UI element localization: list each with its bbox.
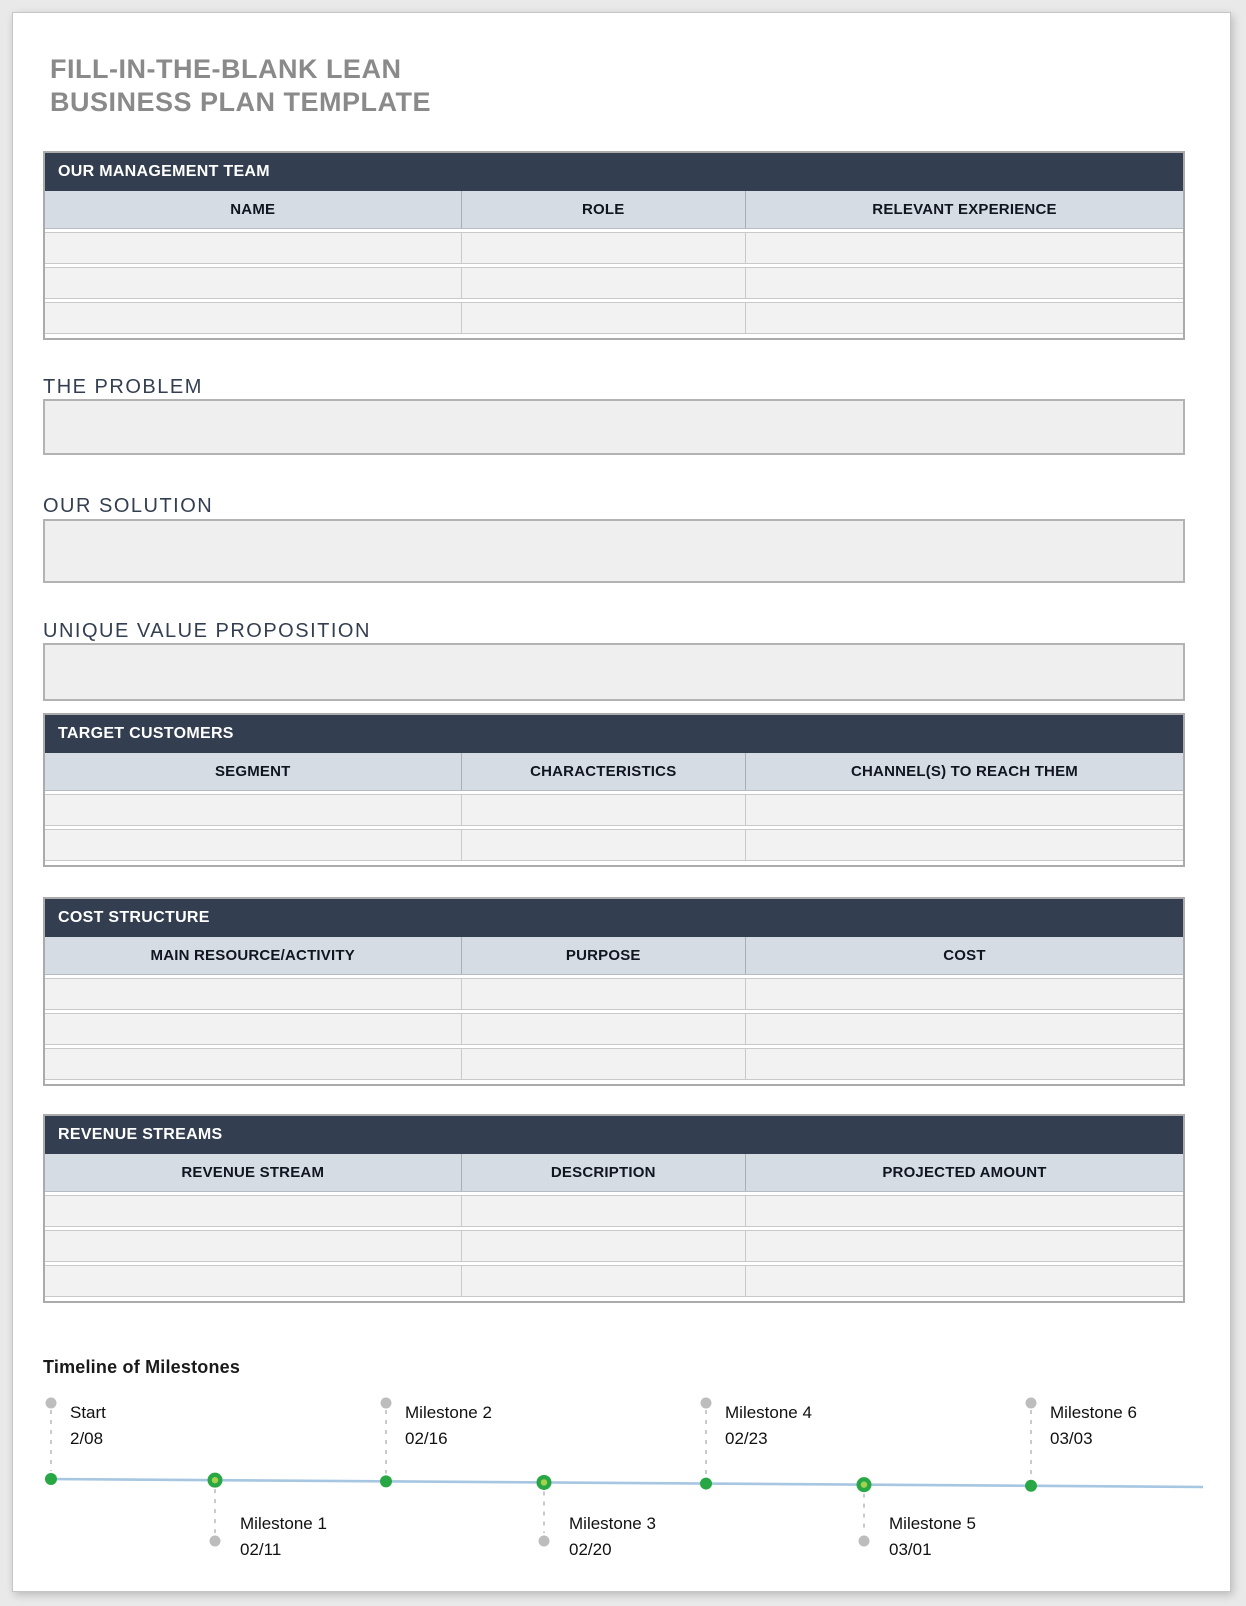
milestone-label: Start — [70, 1403, 106, 1422]
column-header: DESCRIPTION — [462, 1154, 747, 1191]
milestone-dot — [700, 1478, 712, 1490]
table-cell-empty[interactable] — [462, 1049, 747, 1079]
milestone-label: Milestone 1 — [240, 1514, 327, 1533]
table-column-header-row — [45, 191, 1183, 229]
milestone-label: Milestone 5 — [889, 1514, 976, 1533]
answer-box-unique-value-proposition[interactable] — [43, 643, 1185, 701]
milestone-end-dot — [46, 1398, 57, 1409]
table-body — [45, 978, 1183, 1084]
column-header: ROLE — [462, 191, 747, 228]
table-title-bar: OUR MANAGEMENT TEAM — [45, 153, 1183, 191]
column-header: MAIN RESOURCE/ACTIVITY — [45, 937, 462, 974]
document-title-line1: FILL-IN-THE-BLANK LEAN — [50, 54, 402, 84]
milestone-end-dot — [701, 1398, 712, 1409]
milestone-date: 02/20 — [569, 1540, 612, 1559]
milestone-date: 02/23 — [725, 1429, 768, 1448]
table-cell-empty[interactable] — [45, 268, 462, 298]
table-cell-empty[interactable] — [45, 1014, 462, 1044]
answer-box-our-solution[interactable] — [43, 519, 1185, 583]
column-header: PROJECTED AMOUNT — [882, 1164, 1047, 1181]
timeline-milestone — [1025, 1398, 1137, 1492]
timeline-milestone — [380, 1398, 492, 1488]
table-cell-empty[interactable] — [45, 795, 462, 825]
table-column-header-row — [45, 937, 1183, 975]
table-row — [45, 978, 1183, 1010]
timeline-milestone — [208, 1473, 327, 1559]
table-cell-empty[interactable] — [45, 233, 462, 263]
table-body — [45, 232, 1183, 338]
milestone-end-dot — [210, 1536, 221, 1547]
milestone-end-dot — [381, 1398, 392, 1409]
table-cell-empty[interactable] — [45, 1266, 462, 1296]
column-header: RELEVANT EXPERIENCE — [872, 201, 1057, 218]
table-row — [45, 1195, 1183, 1227]
milestone-dot-center — [541, 1479, 547, 1485]
milestone-date: 02/11 — [240, 1540, 282, 1559]
table-cell-empty[interactable] — [45, 1231, 462, 1261]
table-cell-empty[interactable] — [746, 795, 1183, 825]
table-cell-empty[interactable] — [462, 268, 747, 298]
document-title-line2: BUSINESS PLAN TEMPLATE — [50, 87, 432, 117]
table-row — [45, 267, 1183, 299]
table-cell-empty[interactable] — [45, 1049, 462, 1079]
milestone-dot — [1025, 1480, 1037, 1492]
milestone-label: Milestone 3 — [569, 1514, 656, 1533]
table-target-customers — [43, 713, 1185, 867]
table-row — [45, 1265, 1183, 1297]
table-row — [45, 794, 1183, 826]
table-cell-empty[interactable] — [45, 979, 462, 1009]
column-header: NAME — [45, 191, 462, 228]
table-our-management-team — [43, 151, 1185, 340]
section-heading-the-problem: THE PROBLEM — [43, 376, 203, 398]
timeline-milestone — [45, 1398, 106, 1486]
section-heading-our-solution: OUR SOLUTION — [43, 495, 214, 517]
table-cell-empty[interactable] — [746, 830, 1183, 860]
table-cell-empty[interactable] — [462, 979, 747, 1009]
table-row — [45, 1230, 1183, 1262]
table-revenue-streams — [43, 1114, 1185, 1303]
table-title-bar: TARGET CUSTOMERS — [45, 715, 1183, 753]
milestone-dot-center — [212, 1477, 218, 1483]
table-cell-empty[interactable] — [746, 1049, 1183, 1079]
timeline-chart — [43, 1391, 1205, 1569]
milestone-label: Milestone 6 — [1050, 1403, 1137, 1422]
column-header: REVENUE STREAM — [45, 1154, 462, 1191]
table-body — [45, 794, 1183, 865]
table-cell-empty[interactable] — [45, 303, 462, 333]
table-cell-empty[interactable] — [462, 795, 747, 825]
table-cell-empty[interactable] — [462, 1014, 747, 1044]
milestone-label: Milestone 2 — [405, 1403, 492, 1422]
milestone-dot — [380, 1475, 392, 1487]
table-cell-empty[interactable] — [746, 233, 1183, 263]
table-cell-empty[interactable] — [746, 979, 1183, 1009]
table-cell-empty[interactable] — [462, 233, 747, 263]
table-title-bar: COST STRUCTURE — [45, 899, 1183, 937]
column-header: SEGMENT — [45, 753, 462, 790]
milestone-date: 02/16 — [405, 1429, 448, 1448]
table-cell-empty[interactable] — [462, 1196, 747, 1226]
table-column-header-row — [45, 753, 1183, 791]
table-cell-empty[interactable] — [45, 830, 462, 860]
table-title-bar: REVENUE STREAMS — [45, 1116, 1183, 1154]
document-page — [12, 12, 1231, 1592]
timeline-heading: Timeline of Milestones — [43, 1357, 241, 1377]
table-row — [45, 1013, 1183, 1045]
table-cell-empty[interactable] — [746, 303, 1183, 333]
column-header: CHARACTERISTICS — [462, 753, 747, 790]
table-row — [45, 302, 1183, 334]
table-row — [45, 829, 1183, 861]
column-header: COST — [943, 947, 986, 964]
timeline-milestone — [537, 1475, 656, 1559]
table-cell-empty[interactable] — [462, 830, 747, 860]
milestone-date: 03/01 — [889, 1540, 932, 1559]
table-cell-empty[interactable] — [45, 1196, 462, 1226]
timeline-milestone — [857, 1477, 976, 1559]
table-cell-empty[interactable] — [746, 1196, 1183, 1226]
column-header: CHANNEL(S) TO REACH THEM — [850, 763, 1078, 780]
milestone-date: 03/03 — [1050, 1429, 1093, 1448]
milestone-end-dot — [1026, 1398, 1037, 1409]
table-cell-empty[interactable] — [462, 1231, 747, 1261]
column-header: PURPOSE — [462, 937, 747, 974]
answer-box-the-problem[interactable] — [43, 399, 1185, 455]
table-cell-empty[interactable] — [462, 1266, 747, 1296]
milestone-date: 2/08 — [70, 1429, 104, 1448]
milestone-dot-center — [861, 1481, 867, 1487]
table-cell-empty[interactable] — [462, 303, 747, 333]
table-cost-structure — [43, 897, 1185, 1086]
table-cell-empty[interactable] — [746, 1266, 1183, 1296]
milestone-dot — [45, 1473, 57, 1485]
table-cell-empty[interactable] — [746, 1231, 1183, 1261]
table-row — [45, 232, 1183, 264]
milestone-end-dot — [539, 1536, 550, 1547]
section-heading-unique-value-proposition: UNIQUE VALUE PROPOSITION — [43, 620, 371, 642]
milestone-label: Milestone 4 — [725, 1403, 812, 1422]
table-column-header-row — [45, 1154, 1183, 1192]
table-cell-empty[interactable] — [746, 1014, 1183, 1044]
milestone-end-dot — [859, 1536, 870, 1547]
table-cell-empty[interactable] — [746, 268, 1183, 298]
table-row — [45, 1048, 1183, 1080]
timeline-milestone — [700, 1398, 812, 1490]
table-body — [45, 1195, 1183, 1301]
document-title — [50, 53, 431, 119]
